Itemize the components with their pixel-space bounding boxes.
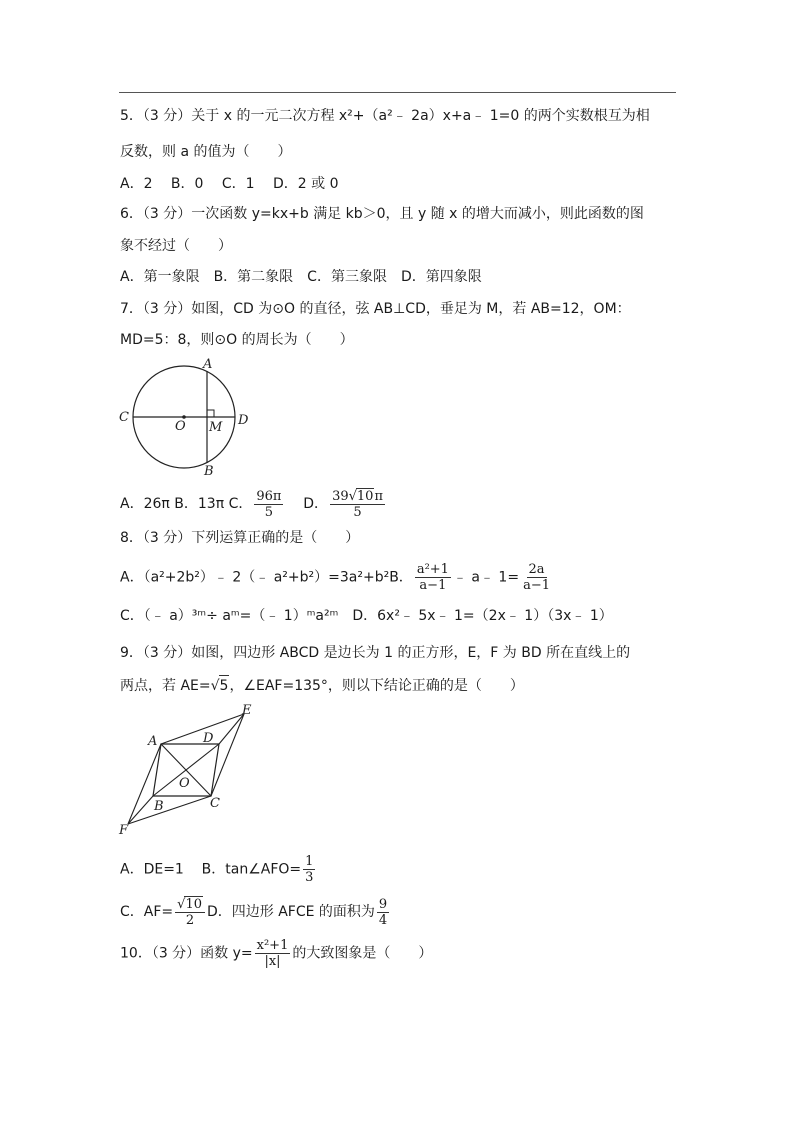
q9-label-o: O	[179, 776, 190, 791]
q9-label-a: A	[148, 734, 158, 749]
q9-b-num: 1	[305, 854, 314, 869]
header-rule	[119, 92, 676, 93]
q8-choices-ab	[120, 562, 554, 593]
q7-choice-d-denominator: 5	[353, 505, 362, 520]
q10-num: x²+1	[256, 938, 289, 953]
q7-choice-d-coef: 39	[332, 489, 349, 504]
q7-choice-a: A．26π	[120, 496, 170, 512]
q9-stem-part1: 两点，若 AE=	[120, 678, 211, 694]
q10-suffix: 的大致图象是（ ）	[292, 945, 433, 962]
q8-choices-cd: C．（﹣ a）³ᵐ÷ aᵐ=（﹣ 1）ᵐa²ᵐ D．6x²﹣ 5x﹣ 1=（2x﹣ 1）（3x﹣ 1）	[120, 608, 613, 624]
q8-choice-b-mid: ﹣ a﹣ 1=	[452, 569, 520, 586]
q9-label-d: D	[203, 731, 214, 746]
q8-b-frac2-num: 2a	[528, 562, 545, 577]
q7-stem-line2: MD=5：8，则⊙O 的周长为（ ）	[120, 332, 354, 348]
q9-label-e: E	[242, 703, 252, 718]
q9-stem-line1: 9．（3 分）如图，四边形 ABCD 是边长为 1 的正方形，E，F 为 BD 所在直线上的	[120, 645, 631, 661]
q10-fraction	[255, 938, 291, 969]
q9-choice-a: A．DE=1	[120, 861, 184, 878]
q7-choice-d-pi: π	[374, 489, 383, 504]
q9-choices-ab	[120, 854, 317, 885]
q8-stem-line1: 8．（3 分）下列运算正确的是（ ）	[120, 530, 360, 546]
q7-label-c: C	[119, 410, 129, 425]
q6-stem-line1: 6．（3 分）一次函数 y=kx+b 满足 kb＞0，且 y 随 x 的增大而减小，则此函数的图	[120, 206, 644, 222]
q7-choice-d-prefix: D．	[303, 496, 329, 512]
q7-choice-d-radicand: 10	[356, 489, 374, 504]
q8-b-frac1-den: a−1	[419, 578, 447, 593]
q7-label-m: M	[209, 420, 223, 435]
q9-choice-b-prefix: B．tan∠AFO=	[201, 861, 302, 878]
q7-choice-c-denominator: 5	[264, 504, 274, 520]
q9-c-radicand: 10	[185, 897, 202, 912]
q7-right-angle-mark	[207, 410, 214, 417]
q7-circle-figure	[112, 355, 257, 480]
q7-choice-c-prefix: C．	[228, 496, 253, 512]
q10-den: |x|	[264, 954, 281, 969]
q9-choices-cd	[120, 896, 391, 928]
q5-choices: A．2 B．0 C．1 D．2 或 0	[120, 176, 339, 192]
q7-stem-line1: 7．（3 分）如图，CD 为⊙O 的直径，弦 AB⊥CD，垂足为 M，若 AB=12，OM：	[120, 301, 631, 317]
q9-c-num: √10	[175, 896, 205, 913]
q9-c-den: 2	[185, 913, 195, 928]
q5-stem-line2: 反数，则 a 的值为（ ）	[120, 144, 292, 160]
q9-d-den: 4	[378, 912, 388, 928]
q9-stem-radicand: 5	[219, 675, 230, 696]
q9-choice-c-fraction	[175, 896, 205, 928]
q10-stem	[120, 938, 432, 969]
q8-choice-a: A．（a²+2b²）﹣ 2（﹣ a²+b²）=3a²+b²	[120, 569, 390, 586]
q7-choice-c-fraction	[254, 489, 283, 520]
q8-choice-b-prefix: B．	[389, 569, 413, 586]
q7-label-d: D	[238, 413, 249, 428]
q7-choice-d-numerator: 39√10π	[332, 489, 383, 504]
q9-b-den: 3	[305, 870, 314, 885]
q7-label-b: B	[204, 464, 214, 479]
q10-prefix: 10．（3 分）函数 y=	[120, 945, 253, 962]
q8-b-frac1-num: a²+1	[416, 562, 449, 577]
q8-b-frac2-den: a−1	[523, 578, 550, 593]
q9-choice-b-fraction	[303, 854, 315, 885]
q9-label-f: F	[119, 823, 129, 838]
q6-choices: A．第一象限 B．第二象限 C．第三象限 D．第四象限	[120, 269, 482, 285]
q7-label-o: O	[175, 419, 186, 434]
q7-label-a: A	[203, 357, 213, 372]
q9-label-c: C	[210, 796, 220, 811]
q7-choice-b: B．13π	[174, 496, 225, 512]
q7-choice-c-numerator: 96π	[256, 488, 282, 504]
q7-choice-d-fraction	[330, 488, 385, 520]
q6-stem-line2: 象不经过（ ）	[120, 238, 232, 254]
q8-choice-b-fraction1	[415, 562, 451, 593]
q9-label-b: B	[154, 799, 164, 814]
q9-square-figure	[112, 700, 262, 840]
q9-stem-part2: ，∠EAF=135°，则以下结论正确的是（ ）	[229, 678, 524, 694]
q9-choice-d-prefix: D．四边形 AFCE 的面积为	[206, 904, 375, 920]
q9-stem-line2: 两点，若 AE=√5，∠EAF=135°，则以下结论正确的是（ ）	[120, 675, 524, 696]
q5-stem-line1: 5．（3 分）关于 x 的一元二次方程 x²+（a²﹣ 2a）x+a﹣ 1=0 的两个实数根互为相	[120, 108, 650, 124]
q7-choices	[120, 488, 387, 520]
q9-choice-c-prefix: C．AF=	[120, 904, 174, 920]
q8-choice-b-fraction2	[521, 562, 552, 593]
q9-choice-d-fraction	[377, 897, 389, 928]
q9-d-num: 9	[378, 896, 388, 912]
q9-segment-ce	[211, 714, 244, 796]
